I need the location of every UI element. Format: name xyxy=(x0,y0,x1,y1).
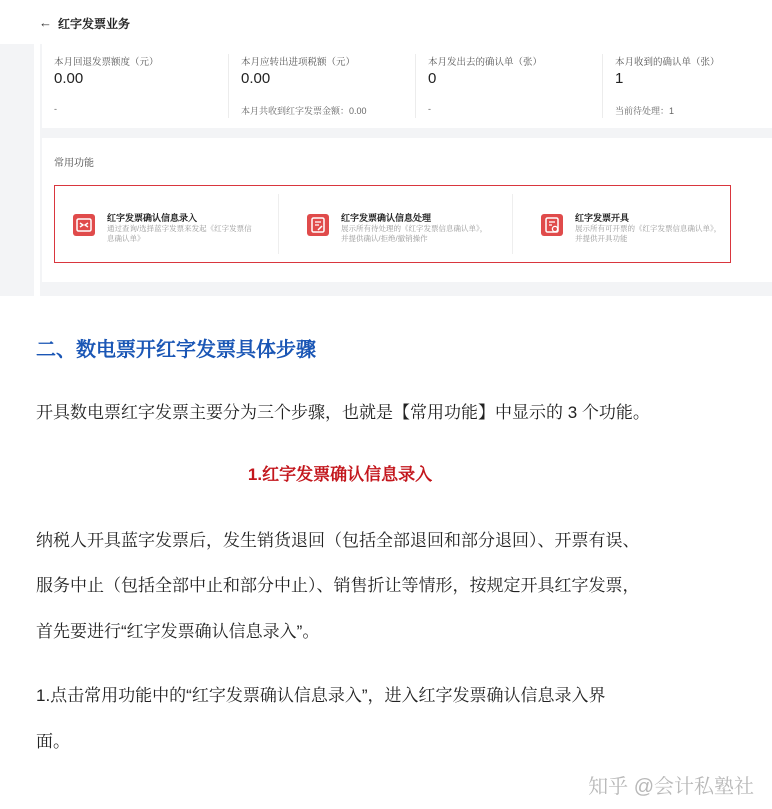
paragraph-line: 纳税人开具蓝字发票后，发生销货退回（包括全部退回和部分退回）、开票有误、 xyxy=(36,531,640,550)
paragraph-line: 服务中止（包括全部中止和部分中止）、销售折让等情形，按规定开具红字发票， xyxy=(36,576,640,595)
common-functions-panel xyxy=(42,138,772,282)
section-heading: 二、数电票开红字发票具体步骤 xyxy=(36,339,316,361)
stats-panel xyxy=(42,44,772,128)
stat-value: 1 xyxy=(615,70,624,87)
function-card-issue[interactable] xyxy=(523,190,728,258)
stat-note: - xyxy=(428,104,431,114)
embedded-screenshot xyxy=(0,0,772,296)
stat-note: - xyxy=(54,104,57,114)
stat-note: 当前待处理：1 xyxy=(615,106,675,116)
function-card-title: 红字发票确认信息处理 xyxy=(341,213,432,223)
function-card-title: 红字发票开具 xyxy=(575,213,630,223)
function-card-desc: 展示所有可开票的《红字发票信息确认单》，并提供开具功能 xyxy=(575,224,722,243)
stat-label: 本月收到的确认单（张） xyxy=(615,57,720,68)
invoice-issue-icon xyxy=(541,214,563,236)
function-card-process[interactable] xyxy=(289,190,511,258)
stat-label: 本月发出去的确认单（张） xyxy=(428,57,543,68)
step-heading: 1.红字发票确认信息录入 xyxy=(247,465,433,484)
function-card-desc: 展示所有待处理的《红字发票信息确认单》，并提供确认/拒绝/撤销操作 xyxy=(341,224,488,243)
function-card-title: 红字发票确认信息录入 xyxy=(107,213,198,223)
function-card-desc: 通过查询/选择蓝字发票来发起《红字发票信息确认单》 xyxy=(107,224,252,243)
stat-divider xyxy=(415,54,416,118)
watermark: 知乎 @会计私塾社 xyxy=(588,776,754,798)
card-divider xyxy=(512,194,513,254)
card-divider xyxy=(278,194,279,254)
function-card-entry[interactable] xyxy=(55,190,277,258)
stat-label: 本月应转出进项税额（元） xyxy=(241,57,356,68)
stat-note: 本月共收到红字发票金额：0.00 xyxy=(241,106,367,116)
common-functions-title: 常用功能 xyxy=(54,158,94,169)
stat-divider xyxy=(228,54,229,118)
instruction-line: 1.点击常用功能中的“红字发票确认信息录入”，进入红字发票确认信息录入界 xyxy=(36,686,606,705)
stat-value: 0 xyxy=(428,70,437,87)
left-edge xyxy=(34,40,40,296)
paragraph-line: 首先要进行“红字发票确认信息录入”。 xyxy=(36,622,320,641)
stat-value: 0.00 xyxy=(54,70,84,87)
exchange-icon xyxy=(73,214,95,236)
intro-paragraph: 开具数电票红字发票主要分为三个步骤，也就是【常用功能】中显示的 3 个功能。 xyxy=(36,403,650,422)
page-title: 红字发票业务 xyxy=(58,17,131,31)
stat-label: 本月回退发票额度（元） xyxy=(54,57,159,68)
instruction-line: 面。 xyxy=(36,732,70,751)
stat-divider xyxy=(602,54,603,118)
stat-value: 0.00 xyxy=(241,70,271,87)
top-bar xyxy=(0,0,772,44)
document-edit-icon xyxy=(307,214,329,236)
common-functions-highlight xyxy=(54,185,731,263)
back-arrow-icon[interactable]: ← xyxy=(39,15,52,30)
